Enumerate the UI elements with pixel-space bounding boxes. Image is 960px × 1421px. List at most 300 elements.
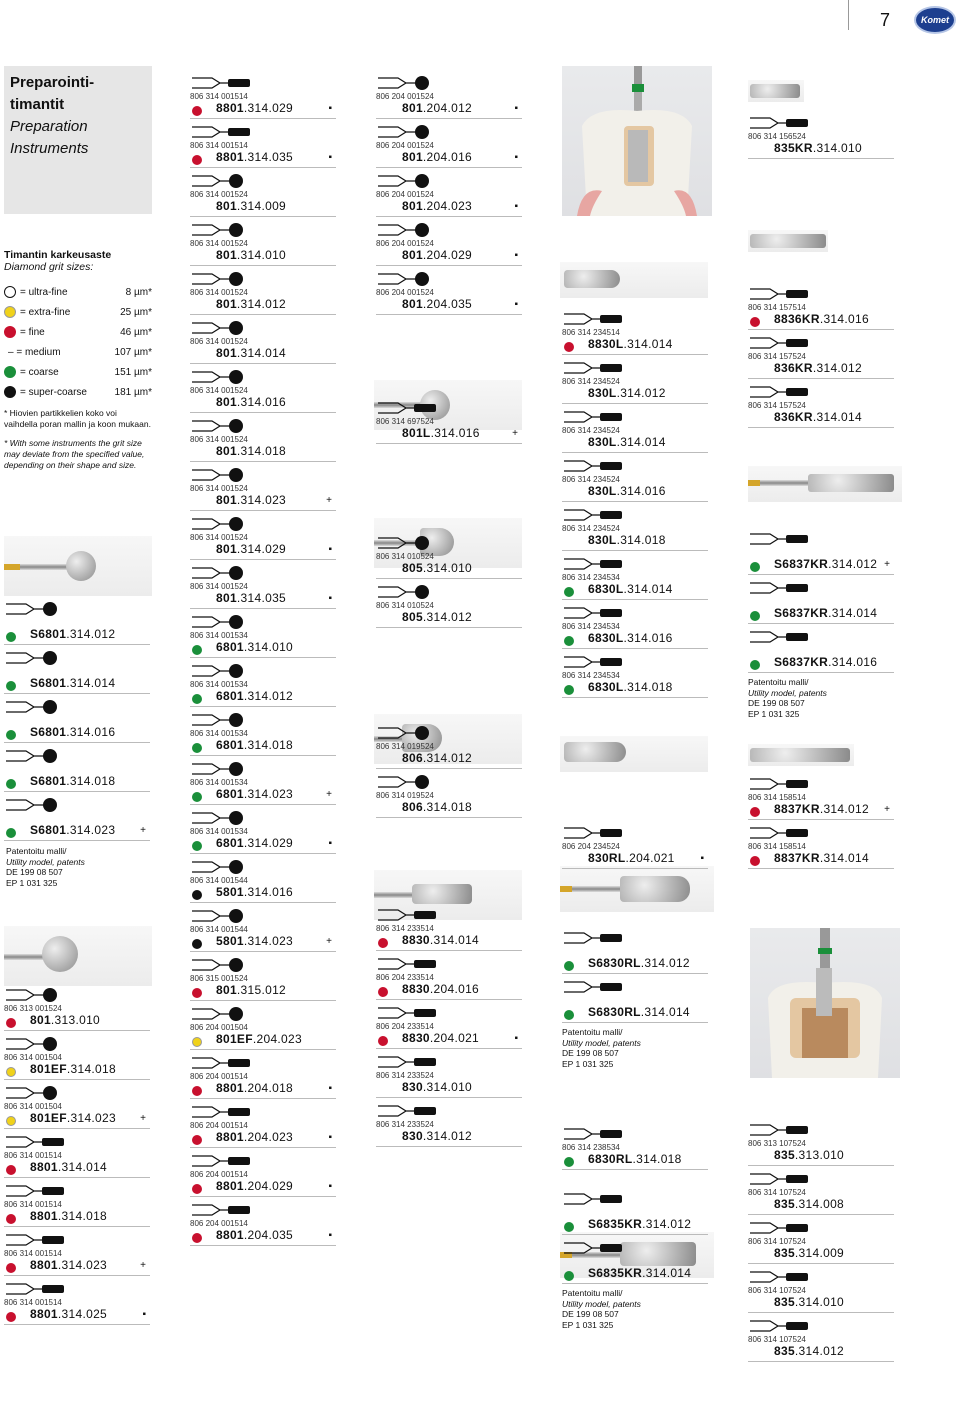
patent-line: DE 199 08 507 — [748, 698, 805, 708]
instrument-code-bold: 835 — [774, 1344, 795, 1358]
instrument-entry — [376, 395, 522, 444]
reference-number: 806 314 001534 — [190, 631, 248, 640]
instrument-profile-icon — [564, 406, 624, 428]
reference-number: 806 204 001524 — [376, 239, 434, 248]
instrument-code — [402, 751, 472, 765]
instrument-profile-icon — [750, 626, 810, 648]
brand-logo: Komet — [914, 6, 956, 34]
grit-row — [4, 362, 152, 382]
instrument-code — [402, 1031, 479, 1045]
round-bur-photo-2 — [4, 926, 152, 986]
title-finnish-1: Preparointi- — [10, 74, 95, 91]
instrument-code-suffix: .313.010 — [50, 1013, 101, 1027]
instrument-entry — [4, 1227, 150, 1276]
instrument-profile-icon — [750, 528, 810, 550]
instrument-code-bold: 8830 — [402, 1031, 430, 1045]
grit-dot-icon — [750, 660, 760, 670]
reference-number: 806 204 001524 — [376, 92, 434, 101]
instrument-code-suffix: .314.018 — [66, 1062, 116, 1076]
instrument-code-suffix: .314.014 — [812, 410, 862, 424]
instrument-code — [216, 346, 286, 360]
instrument-profile-icon — [378, 1100, 438, 1122]
instrument-entry — [190, 70, 336, 119]
grit-row — [4, 342, 152, 362]
instrument-code-suffix: .204.018 — [243, 1081, 294, 1095]
patent-line: Patentoitu malli/ — [562, 1288, 623, 1298]
instrument-entry — [190, 952, 336, 1001]
instrument-profile-icon — [564, 976, 624, 998]
instrument-code-suffix: .314.014 — [429, 933, 480, 947]
instrument-code-bold: 801 — [216, 297, 237, 311]
instrument-profile-icon — [192, 611, 252, 633]
instrument-profile-icon — [564, 455, 624, 477]
instrument-code — [216, 444, 286, 458]
reference-number: 806 204 001514 — [190, 1121, 248, 1130]
instrument-code — [402, 150, 472, 164]
reference-number: 806 204 233514 — [376, 973, 434, 982]
instrument-entry — [562, 925, 708, 974]
grit-dot-icon — [192, 106, 202, 116]
instrument-entry — [4, 1276, 150, 1325]
instrument-profile-icon — [378, 1002, 438, 1024]
instrument-code — [588, 435, 666, 449]
instrument-profile-icon — [192, 660, 252, 682]
reference-number: 806 314 107524 — [748, 1188, 806, 1197]
patent-line: Patentoitu malli/ — [748, 677, 809, 687]
grit-dot-icon — [192, 155, 202, 165]
availability-marker: + — [326, 789, 332, 800]
instrument-code-bold: 6801 — [216, 836, 244, 850]
instrument-profile-icon — [564, 553, 624, 575]
grit-dot-icon — [192, 1233, 202, 1243]
instrument-code-suffix: .314.029 — [236, 542, 287, 556]
instrument-code-suffix: .314.014 — [57, 1160, 108, 1174]
instrument-code-suffix: .314.010 — [422, 561, 473, 575]
instrument-code-suffix: .314.014 — [642, 1266, 692, 1280]
instrument-code-suffix: .204.029 — [422, 248, 473, 262]
column-1-top — [4, 596, 150, 841]
instrument-profile-icon — [192, 954, 252, 976]
instrument-code — [30, 1307, 107, 1321]
instrument-code-suffix: .314.018 — [57, 1209, 108, 1223]
availability-marker: + — [326, 936, 332, 947]
grit-value: 25 µm* — [120, 306, 152, 318]
instrument-code — [30, 627, 115, 641]
instrument-entry — [376, 769, 522, 818]
instrument-profile-icon — [192, 1199, 252, 1221]
instrument-profile-icon — [192, 1150, 252, 1172]
instrument-profile-icon — [378, 170, 438, 192]
instrument-code-bold: 801 — [402, 150, 423, 164]
reference-number: 806 314 234524 — [562, 377, 620, 386]
instrument-code — [402, 426, 480, 440]
title-english-2: Instruments — [10, 140, 89, 157]
availability-marker: + — [140, 1113, 146, 1124]
availability-marker: + — [884, 559, 890, 570]
instrument-entry — [562, 355, 708, 404]
instrument-code — [402, 1129, 472, 1143]
title-english-1: Preparation — [10, 118, 88, 135]
instrument-code-suffix: .314.023 — [243, 934, 294, 948]
instrument-entry — [4, 645, 150, 694]
instrument-entry — [562, 974, 708, 1023]
instrument-profile-icon — [750, 1217, 810, 1239]
instrument-code-suffix: .314.012 — [819, 802, 869, 816]
instrument-entry — [376, 951, 522, 1000]
instrument-code-suffix: .314.016 — [430, 426, 480, 440]
instrument-code-suffix: .314.009 — [236, 199, 287, 213]
instrument-profile-icon — [564, 1188, 624, 1210]
instrument-code-suffix: .314.018 — [632, 1152, 682, 1166]
grit-dot-icon — [6, 779, 16, 789]
instrument-code-bold: 8836KR — [774, 312, 820, 326]
grit-dot-icon — [192, 841, 202, 851]
grit-row — [4, 302, 152, 322]
reference-number: 806 314 234534 — [562, 573, 620, 582]
instrument-entry — [190, 805, 336, 854]
instrument-entry — [376, 530, 522, 579]
reference-number: 806 314 233514 — [376, 924, 434, 933]
instrument-code-bold: 835 — [774, 1148, 795, 1162]
instrument-profile-icon — [378, 72, 438, 94]
instrument-code — [588, 582, 673, 596]
instrument-profile-icon — [564, 1237, 624, 1259]
instrument-code — [30, 774, 115, 788]
instrument-profile-icon — [192, 807, 252, 829]
instrument-profile-icon — [192, 1003, 252, 1025]
reference-number: 806 314 001534 — [190, 680, 248, 689]
grit-dot-icon — [750, 562, 760, 572]
instrument-entry — [190, 413, 336, 462]
grit-dot-icon — [6, 730, 16, 740]
instrument-code-suffix: .314.008 — [794, 1197, 845, 1211]
availability-marker: + — [326, 495, 332, 506]
instrument-code — [216, 150, 293, 164]
patent-line: EP 1 031 325 — [562, 1319, 614, 1330]
instrument-entry — [376, 266, 522, 315]
instrument-profile-icon — [378, 121, 438, 143]
instrument-code-bold: 835KR — [774, 141, 813, 155]
instrument-code — [774, 312, 869, 326]
instrument-code — [774, 1148, 844, 1162]
instrument-profile-icon — [750, 112, 810, 134]
instrument-code-bold: 8801 — [30, 1258, 58, 1272]
grit-label: = coarse — [20, 366, 59, 378]
instrument-entry — [4, 1129, 150, 1178]
instrument-code — [588, 1266, 691, 1280]
instrument-code-suffix: .314.012 — [640, 956, 690, 970]
instrument-code — [216, 1032, 302, 1046]
grit-dot-icon — [564, 636, 574, 646]
patent-note — [562, 1284, 708, 1330]
patent-line: EP 1 031 325 — [748, 708, 800, 719]
instrument-code — [774, 361, 862, 375]
instrument-code-bold: 8801 — [216, 150, 244, 164]
instrument-code-bold: S6837KR — [774, 655, 829, 669]
instrument-code-suffix: .314.014 — [623, 337, 673, 351]
grit-dot-icon — [192, 890, 202, 900]
availability-marker: ▪ — [328, 103, 332, 114]
instrument-profile-icon — [750, 381, 810, 403]
instrument-code-bold: S6801 — [30, 725, 67, 739]
instrument-code-bold: 805 — [402, 561, 423, 575]
reference-number: 806 314 234524 — [562, 426, 620, 435]
grit-dot-icon — [564, 1222, 574, 1232]
instrument-code-bold: 8801 — [30, 1307, 58, 1321]
instrument-code-suffix: .314.018 — [236, 444, 287, 458]
reference-number: 806 314 001514 — [190, 141, 248, 150]
reference-number: 806 314 001534 — [190, 827, 248, 836]
instrument-entry — [562, 1186, 708, 1235]
instrument-entry — [190, 168, 336, 217]
instrument-code-bold: 801 — [402, 297, 423, 311]
instrument-code-bold: S6830RL — [588, 956, 641, 970]
instrument-code — [30, 1062, 116, 1076]
reference-number: 806 204 001524 — [376, 288, 434, 297]
patent-line: Utility model, patents — [562, 1037, 641, 1048]
instrument-code — [216, 738, 293, 752]
instrument-profile-icon — [750, 1315, 810, 1337]
instrument-code-bold: S6835KR — [588, 1266, 643, 1280]
patent-line: DE 199 08 507 — [562, 1048, 619, 1058]
instrument-code-suffix: .314.016 — [819, 312, 869, 326]
availability-marker: ▪ — [700, 853, 704, 864]
grit-dot-icon — [378, 938, 388, 948]
instrument-profile-icon — [378, 722, 438, 744]
instrument-code-suffix: .314.012 — [422, 610, 473, 624]
availability-marker: ▪ — [328, 838, 332, 849]
instrument-entry — [190, 364, 336, 413]
instrument-entry — [562, 600, 708, 649]
reference-number: 806 314 001524 — [190, 337, 248, 346]
column-2 — [190, 70, 336, 1246]
instrument-code-bold: 801L — [402, 426, 431, 440]
grit-dot-icon — [6, 1116, 16, 1126]
instrument-code-bold: 801EF — [216, 1032, 253, 1046]
reference-number: 806 314 107524 — [748, 1335, 806, 1344]
instrument-profile-icon — [6, 745, 66, 767]
reference-number: 806 314 234534 — [562, 622, 620, 631]
instrument-profile-icon — [192, 170, 252, 192]
instrument-code-bold: S6830RL — [588, 1005, 641, 1019]
instrument-code — [774, 1295, 844, 1309]
instrument-entry — [748, 1215, 894, 1264]
instrument-profile-icon — [564, 822, 624, 844]
instrument-code-suffix: .314.023 — [236, 493, 287, 507]
instrument-code-bold: 8830 — [402, 982, 430, 996]
instrument-entry — [376, 1098, 522, 1147]
instrument-code-suffix: .204.035 — [422, 297, 473, 311]
instrument-code — [216, 1130, 293, 1144]
instrument-entry — [376, 1049, 522, 1098]
grit-subtitle: Diamond grit sizes: — [4, 261, 94, 273]
instrument-code-bold: 801 — [216, 395, 237, 409]
reference-number: 806 314 697524 — [376, 417, 434, 426]
instrument-entry — [190, 217, 336, 266]
instrument-code-bold: 830L — [588, 386, 617, 400]
grit-dot-icon — [192, 988, 202, 998]
instrument-code-suffix: .314.023 — [66, 823, 116, 837]
patent-line: Utility model, patents — [562, 1298, 641, 1309]
instrument-code-suffix: .204.023 — [243, 1130, 294, 1144]
reference-number: 806 314 158514 — [748, 793, 806, 802]
instrument-code-bold: 801 — [402, 248, 423, 262]
instrument-code-suffix: .314.012 — [642, 1217, 692, 1231]
instrument-code-suffix: .314.014 — [623, 582, 673, 596]
tapered-bur-photo — [560, 262, 708, 298]
instrument-code-bold: 801 — [402, 199, 423, 213]
grit-dot-icon — [6, 1018, 16, 1028]
instrument-entry — [562, 1121, 708, 1170]
instrument-code-suffix: .314.016 — [616, 484, 666, 498]
instrument-code-suffix: .314.012 — [616, 386, 666, 400]
instrument-code-suffix: .314.029 — [243, 101, 294, 115]
instrument-code-suffix: .314.018 — [243, 738, 294, 752]
instrument-code-suffix: .314.016 — [828, 655, 878, 669]
cylinder-bur-photo-2 — [748, 80, 804, 102]
instrument-code-bold: 835 — [774, 1246, 795, 1260]
reference-number: 806 314 001514 — [190, 92, 248, 101]
instrument-code-bold: 8837KR — [774, 802, 820, 816]
instrument-profile-icon — [6, 1180, 66, 1202]
patent-note-1 — [6, 842, 152, 888]
reference-number: 806 314 001524 — [190, 386, 248, 395]
instrument-code-bold: 801 — [216, 199, 237, 213]
instrument-code-suffix: .314.012 — [794, 1344, 845, 1358]
reference-number: 806 313 001524 — [4, 1004, 62, 1013]
instrument-code — [774, 410, 862, 424]
instrument-code-bold: 8801 — [216, 1228, 244, 1242]
instrument-profile-icon — [6, 1229, 66, 1251]
instrument-code — [774, 802, 869, 816]
reference-number: 806 314 001524 — [190, 533, 248, 542]
instrument-entry — [376, 1000, 522, 1049]
instrument-code — [216, 1081, 293, 1095]
grit-row — [4, 382, 152, 402]
instrument-profile-icon — [192, 219, 252, 241]
instrument-code-suffix: .314.023 — [66, 1111, 116, 1125]
instrument-code-bold: 830RL — [588, 851, 626, 865]
grit-dot-icon — [192, 1184, 202, 1194]
instrument-code-bold: 830 — [402, 1129, 423, 1143]
grit-dot-icon — [4, 386, 16, 398]
grit-value: 8 µm* — [125, 286, 152, 298]
reference-number: 806 314 156524 — [748, 132, 806, 141]
grit-label: = fine — [20, 326, 45, 338]
reference-number: 806 314 233524 — [376, 1071, 434, 1080]
instrument-code — [216, 934, 293, 948]
grit-dot-icon — [564, 685, 574, 695]
instrument-profile-icon — [192, 709, 252, 731]
instrument-code-bold: 6830RL — [588, 1152, 633, 1166]
availability-marker: ▪ — [514, 201, 518, 212]
instrument-code-bold: 6801 — [216, 738, 244, 752]
instrument-entry — [376, 579, 522, 628]
reference-number: 806 314 001524 — [190, 435, 248, 444]
instrument-entry — [562, 820, 708, 869]
instrument-code — [402, 933, 479, 947]
instrument-code-bold: 801 — [216, 591, 237, 605]
grit-row — [4, 322, 152, 342]
reference-number: 806 314 157524 — [748, 352, 806, 361]
reference-number: 806 314 238534 — [562, 1143, 620, 1152]
availability-marker: ▪ — [328, 1083, 332, 1094]
grit-legend — [4, 249, 152, 471]
availability-marker: ▪ — [514, 299, 518, 310]
instrument-code — [588, 386, 666, 400]
column-1-note — [6, 842, 152, 888]
instrument-code — [216, 1179, 293, 1193]
instrument-code — [402, 199, 472, 213]
instrument-profile-icon — [192, 317, 252, 339]
tooth-preparation-photo-1 — [562, 66, 712, 216]
instrument-code-bold: 801 — [216, 493, 237, 507]
instrument-code-suffix: .314.035 — [236, 591, 287, 605]
instrument-entry — [748, 281, 894, 330]
reference-number: 806 314 010524 — [376, 552, 434, 561]
instrument-entry — [190, 1197, 336, 1246]
reference-number: 806 314 001534 — [190, 778, 248, 787]
instrument-code-suffix: .204.021 — [625, 851, 675, 865]
instrument-code — [216, 836, 293, 850]
instrument-code-suffix: .314.010 — [236, 248, 287, 262]
instrument-profile-icon — [192, 513, 252, 535]
instrument-entry — [4, 1178, 150, 1227]
instrument-code — [216, 1228, 293, 1242]
instrument-code-bold: 8801 — [216, 1081, 244, 1095]
instrument-profile-icon — [378, 219, 438, 241]
instrument-profile-icon — [6, 647, 66, 669]
instrument-entry — [376, 217, 522, 266]
instrument-entry — [190, 707, 336, 756]
instrument-code-suffix: .204.016 — [429, 982, 480, 996]
availability-marker: ▪ — [328, 593, 332, 604]
reference-number: 806 314 001504 — [4, 1053, 62, 1062]
patent-line: DE 199 08 507 — [562, 1309, 619, 1319]
instrument-code-bold: 801 — [216, 248, 237, 262]
instrument-profile-icon — [192, 1101, 252, 1123]
instrument-code — [30, 725, 115, 739]
instrument-code-bold: 801 — [216, 542, 237, 556]
reference-number: 806 314 001524 — [190, 582, 248, 591]
grit-dot-icon — [564, 1010, 574, 1020]
reference-number: 806 204 001524 — [376, 190, 434, 199]
instrument-code — [30, 1013, 100, 1027]
instrument-profile-icon — [564, 1123, 624, 1145]
instrument-entry — [376, 119, 522, 168]
instrument-code — [216, 983, 286, 997]
instrument-profile-icon — [192, 268, 252, 290]
instrument-code — [402, 982, 479, 996]
patent-line: EP 1 031 325 — [562, 1058, 614, 1069]
instrument-profile-icon — [192, 856, 252, 878]
instrument-code-suffix: .314.014 — [616, 435, 666, 449]
instrument-profile-icon — [192, 758, 252, 780]
instrument-code-bold: 801EF — [30, 1111, 67, 1125]
instrument-code — [216, 101, 293, 115]
instrument-code — [588, 680, 673, 694]
instrument-profile-icon — [192, 562, 252, 584]
patent-line: Patentoitu malli/ — [562, 1027, 623, 1037]
instrument-code-bold: 835 — [774, 1295, 795, 1309]
instrument-entry — [562, 306, 708, 355]
instrument-profile-icon — [6, 1278, 66, 1300]
instrument-profile-icon — [6, 794, 66, 816]
reference-number: 806 314 001524 — [190, 239, 248, 248]
instrument-code-suffix: .314.010 — [243, 640, 294, 654]
instrument-profile-icon — [192, 72, 252, 94]
instrument-code-bold: 6801 — [216, 787, 244, 801]
